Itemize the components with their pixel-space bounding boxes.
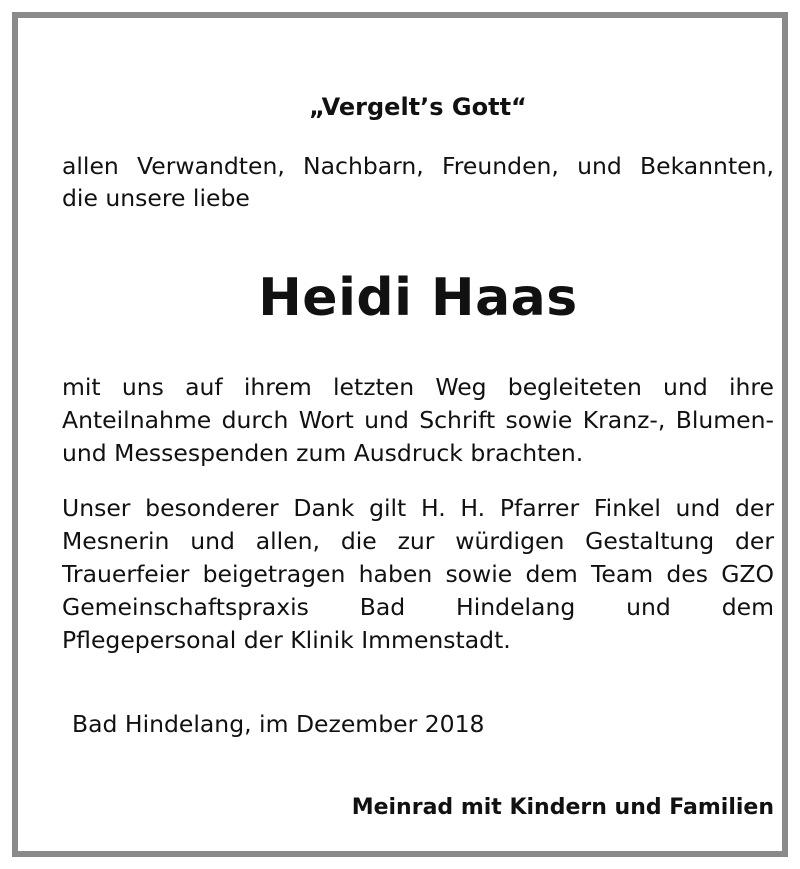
- signature: Meinrad mit Kindern und Familien: [351, 795, 774, 820]
- deceased-name: Heidi Haas: [258, 268, 578, 328]
- intro-line-1: allen Verwandten, Nachbarn, Freunden, und Bekannten,: [62, 152, 774, 180]
- notice-frame: [12, 12, 788, 857]
- notice-heading: „Vergelt’s Gott“: [309, 93, 527, 121]
- place-and-date: Bad Hindelang, im Dezember 2018: [72, 710, 485, 738]
- thanks-paragraph-1: mit uns auf ihrem letzten Weg begleiteten und ihre Anteilnahme durch Wort und Schrift sowie Kranz-, Blumen- und Messespenden zum Ausdruck brachten.: [62, 373, 774, 467]
- intro-line-2: die unsere liebe: [62, 184, 250, 212]
- intro-text: [62, 150, 774, 214]
- thanks-paragraph-2: Unser besonderer Dank gilt H. H. Pfarrer Finkel und der Mesnerin und allen, die zur würdigen Gestaltung der Trauerfeier beigetragen haben sowie dem Team des GZO Gemeinschaftspraxis Bad Hindelang und dem Pflegepersonal der Klinik Immenstadt.: [62, 494, 774, 654]
